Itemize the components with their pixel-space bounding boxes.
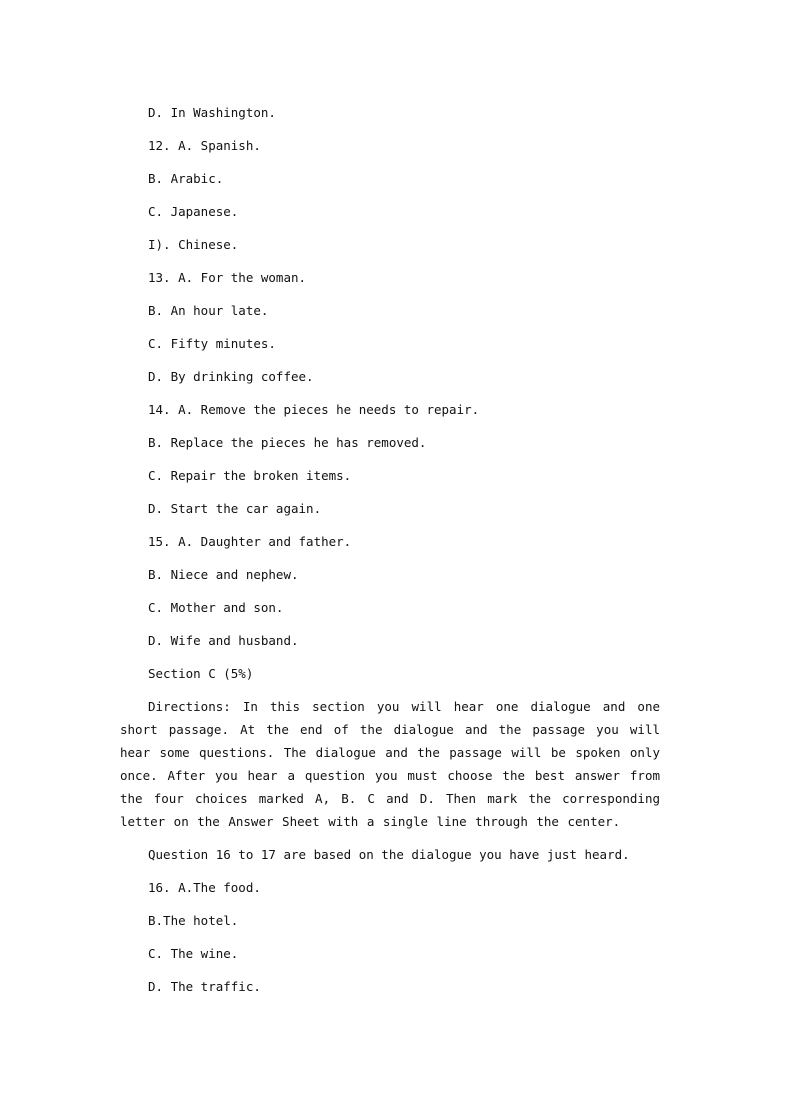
- answer-option: C. Fifty minutes.: [148, 336, 276, 351]
- answer-option: B. Arabic.: [148, 171, 224, 186]
- answer-option: C. Japanese.: [148, 204, 239, 219]
- answer-option: D. By drinking coffee.: [148, 369, 314, 384]
- question-15-option-a: 15. A. Daughter and father.: [148, 534, 352, 549]
- answer-option: D. The traffic.: [148, 979, 261, 994]
- answer-option: B. An hour late.: [148, 303, 269, 318]
- answer-option: C. The wine.: [148, 946, 239, 961]
- question-13-option-a: 13. A. For the woman.: [148, 270, 307, 285]
- answer-option: B.The hotel.: [148, 913, 239, 928]
- answer-option: B. Replace the pieces he has removed.: [148, 435, 427, 450]
- question-12-option-a: 12. A. Spanish.: [148, 138, 261, 153]
- answer-option: C. Repair the broken items.: [148, 468, 352, 483]
- directions-paragraph: Directions: In this section you will hear one dialogue and one short passage. At the end of the dialogue and the passage you will hear some questions. The dialogue and the passage will be spoken only once. After you hear a question you must choose the best answer from the four choices marked A, B. C and D. Then mark the corresponding letter on the Answer Sheet with a single line through the center.: [120, 699, 660, 829]
- answer-option: D. Start the car again.: [148, 501, 322, 516]
- answer-option: C. Mother and son.: [148, 600, 284, 615]
- question-16-option-a: 16. A.The food.: [148, 880, 261, 895]
- answer-option: I). Chinese.: [148, 237, 239, 252]
- answer-option: D. In Washington.: [148, 105, 276, 120]
- answer-option: B. Niece and nephew.: [148, 567, 299, 582]
- answer-option: D. Wife and husband.: [148, 633, 299, 648]
- question-intro: Question 16 to 17 are based on the dialogue you have just heard.: [148, 847, 630, 862]
- question-14-option-a: 14. A. Remove the pieces he needs to repair.: [148, 402, 480, 417]
- section-heading: Section C (5%): [148, 666, 254, 681]
